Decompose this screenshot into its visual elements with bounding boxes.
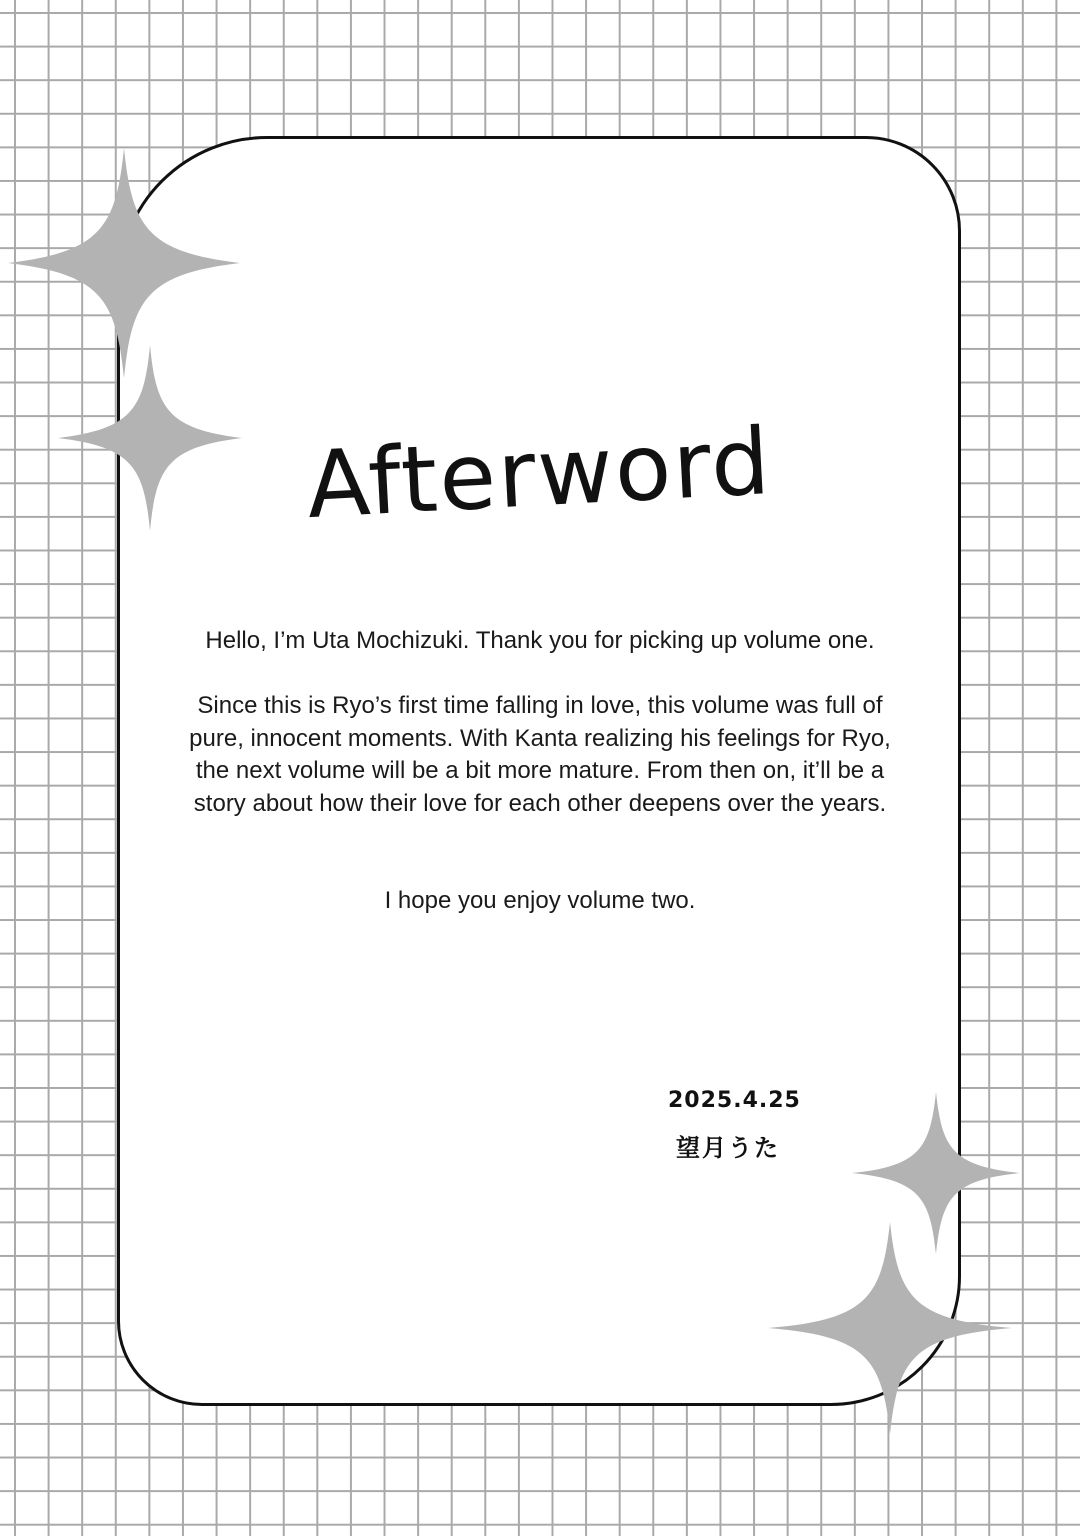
page-title: Afterword <box>304 407 775 540</box>
body-paragraph-greeting: Hello, I’m Uta Mochizuki. Thank you for picking up volume one. <box>205 627 875 654</box>
signature-date: 2025.4.25 <box>668 1088 801 1113</box>
body-paragraph-story: Since this is Ryo’s first time falling in love, this volume was full of pure, innocent moments. With Kanta realizing his feelings for Ryo, the next volume will be a bit more mature. From then on, it’ll be a story about how their love for each other deepens over the years. <box>189 692 891 817</box>
sparkle-icon <box>8 148 240 378</box>
body-paragraph-closing: I hope you enjoy volume two. <box>384 887 696 914</box>
signature-name: 望月うた <box>676 1134 780 1162</box>
sparkle-icon <box>768 1222 1012 1434</box>
